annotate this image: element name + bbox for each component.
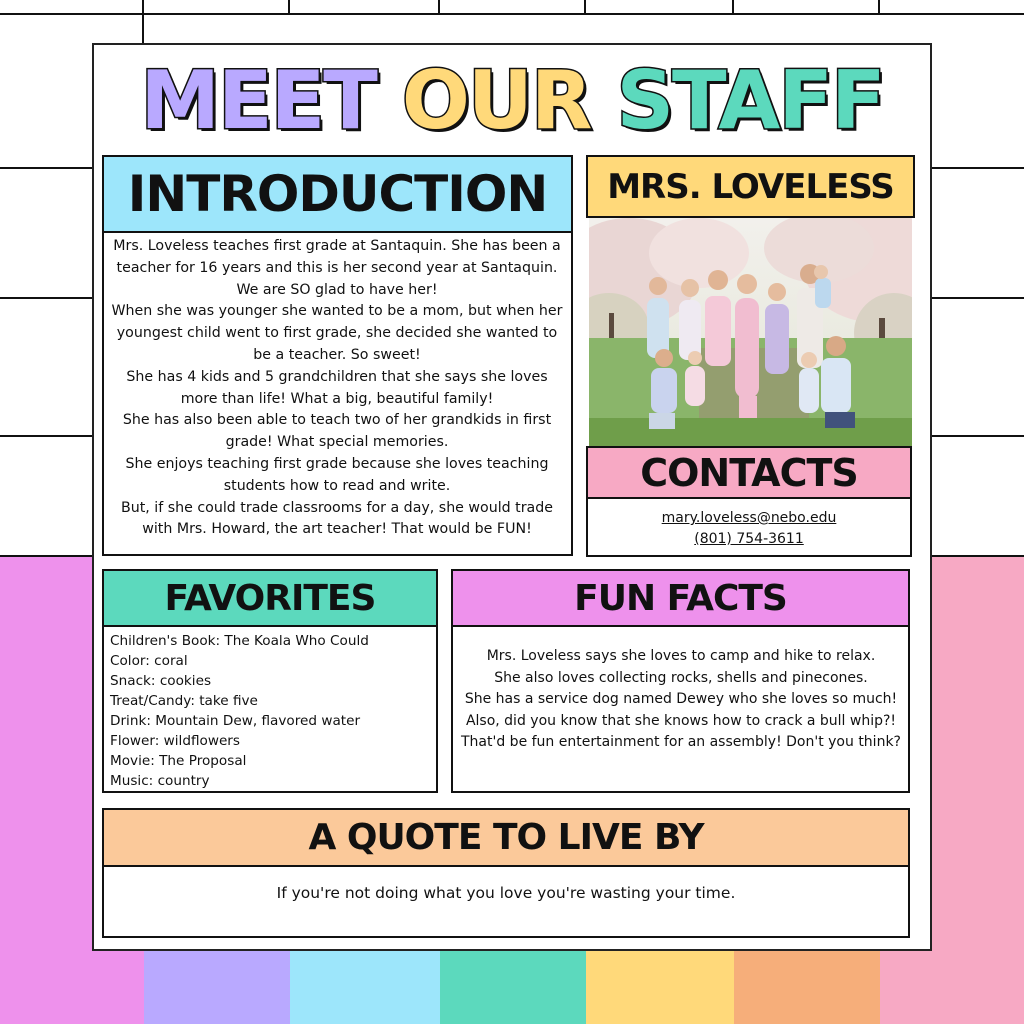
title-word-staff: STAFF	[616, 54, 884, 147]
color-block-teal	[440, 950, 586, 1024]
fun-fact-line: Also, did you know that she knows how to crack a bull whip?! That'd be fun entertainment for an assembly! Don't you think?	[461, 712, 901, 751]
list-item: Movie: The Proposal	[110, 753, 247, 769]
title-word-meet: MEET	[140, 54, 376, 147]
grid-cell	[880, 0, 1024, 15]
phone-link[interactable]: (801) 754-3611	[694, 531, 804, 547]
color-block-yellow	[586, 950, 734, 1024]
contacts-heading: CONTACTS	[586, 446, 912, 499]
quote-text: If you're not doing what you love you're wasting your time.	[276, 884, 736, 902]
grid-cell	[734, 0, 880, 15]
email-link[interactable]: mary.loveless@nebo.edu	[661, 510, 837, 526]
intro-paragraph: Mrs. Loveless teaches first grade at Santaquin. She has been a teacher for 16 years and this is her second year at Santaquin. We are SO glad to have her!	[113, 238, 561, 298]
color-block-sky	[290, 950, 440, 1024]
introduction-text	[108, 236, 566, 552]
staff-name: MRS. LOVELESS	[586, 155, 915, 218]
favorites-list	[110, 631, 434, 791]
fun-facts-text	[455, 646, 907, 754]
list-item: Drink: Mountain Dew, flavored water	[110, 713, 361, 729]
favorites-heading: FAVORITES	[102, 569, 438, 627]
list-item: Music: country	[110, 773, 210, 789]
introduction-heading: INTRODUCTION	[102, 155, 573, 233]
intro-paragraph: She enjoys teaching first grade because she loves teaching students how to read and write.	[125, 455, 549, 494]
family-photo-icon	[589, 218, 912, 446]
fun-fact-line: Mrs. Loveless says she loves to camp and hike to relax.	[486, 648, 876, 664]
intro-paragraph: She has also been able to teach two of her grandkids in first grade! What special memories.	[122, 412, 552, 451]
list-item: Flower: wildflowers	[110, 733, 240, 749]
grid-cell	[0, 0, 144, 15]
fun-fact-line: She has a service dog named Dewey who she loves so much!	[464, 691, 898, 708]
title-word-our: OUR	[401, 54, 591, 147]
contacts-info	[588, 508, 910, 550]
fun-fact-line: She also loves collecting rocks, shells and pinecones.	[494, 669, 868, 686]
list-item: Color: coral	[110, 653, 188, 669]
family-photo	[589, 218, 912, 446]
intro-paragraph: She has 4 kids and 5 grandchildren that she says she loves more than life! What a big, beautiful family!	[126, 368, 548, 407]
list-item: Children's Book: The Koala Who Could	[110, 633, 369, 649]
intro-paragraph: When she was younger she wanted to be a mom, but when her youngest child went to first grade, she decided she wanted to be a teacher. So sweet!	[111, 303, 563, 363]
intro-paragraph: But, if she could trade classrooms for a day, she would trade with Mrs. Howard, the art teacher! That would be FUN!	[121, 499, 553, 538]
list-item: Snack: cookies	[110, 673, 212, 689]
list-item: Treat/Candy: take five	[110, 693, 258, 709]
grid-cell	[290, 0, 440, 15]
color-block-orange	[734, 950, 880, 1024]
grid-cell	[586, 0, 734, 15]
fun-facts-heading: FUN FACTS	[451, 569, 910, 627]
grid-cell	[144, 0, 290, 15]
color-block-lavender	[144, 950, 290, 1024]
quote-heading: A QUOTE TO LIVE BY	[102, 808, 910, 867]
grid-cell	[440, 0, 586, 15]
poster-title	[102, 54, 922, 147]
